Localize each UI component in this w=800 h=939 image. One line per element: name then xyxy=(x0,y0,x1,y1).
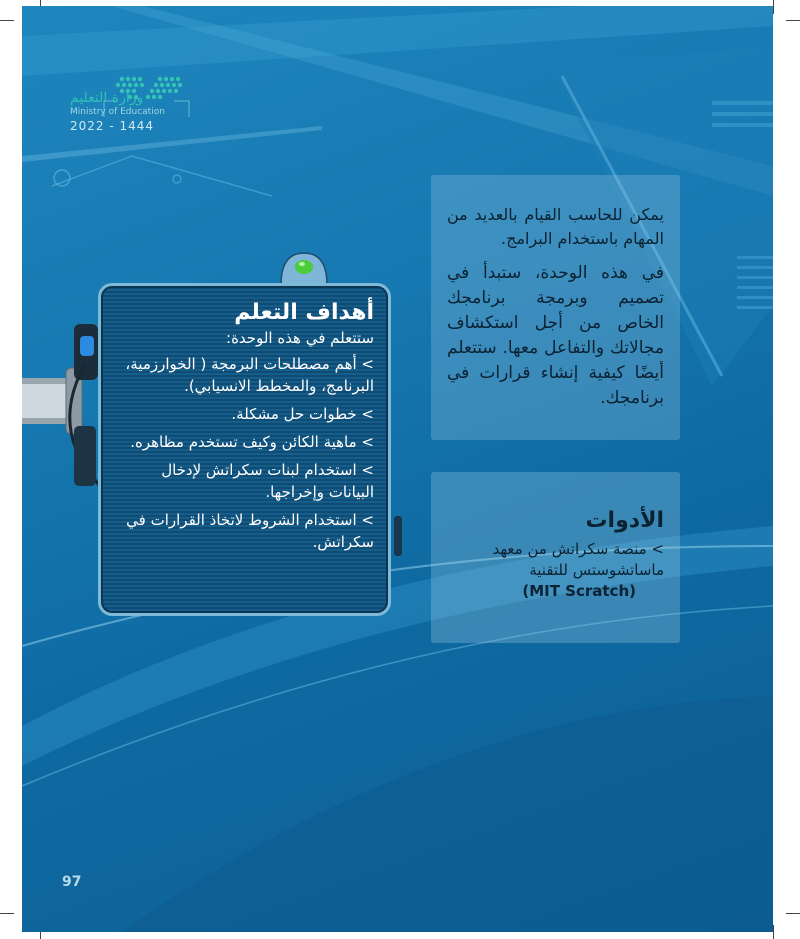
monitor-lamp-icon xyxy=(277,249,331,285)
crop-mark xyxy=(0,913,14,914)
intro-panel xyxy=(431,175,680,440)
objective-item: > استخدام لبنات سكراتش لإدخال البيانات وإخراجها. xyxy=(161,461,374,501)
ministry-name-english: Ministry of Education xyxy=(70,107,165,117)
ministry-name-arabic: وزارة التعليم xyxy=(70,90,144,106)
academic-year: 2022 - 1444 xyxy=(70,119,155,133)
tools-title: الأدوات xyxy=(585,508,664,533)
objective-item: > خطوات حل مشكلة. xyxy=(231,405,374,423)
objective-item: > أهم مصطلحات البرمجة ( الخوارزمية، البرنامج، والمخطط الانسيابي). xyxy=(125,355,374,395)
intro-paragraph-2: في هذه الوحدة، ستبدأ في تصميم وبرمجة برنامجك الخاص من أجل استكشاف مجالاتك والتفاعل معها. ستتعلم أيضًا كيفية إنشاء قرارات في برنامجك. xyxy=(447,263,664,408)
objectives-title: أهداف التعلم xyxy=(234,300,374,325)
textbook-page xyxy=(22,6,773,932)
intro-paragraph-1: يمكن للحاسب القيام بالعديد من المهام باستخدام البرامج. xyxy=(447,205,664,248)
crop-mark xyxy=(786,20,800,21)
objectives-lead: ستتعلم في هذه الوحدة: xyxy=(226,329,374,347)
tools-item-sub: (MIT Scratch) xyxy=(522,582,636,600)
tools-panel xyxy=(431,472,680,643)
crop-mark xyxy=(0,20,14,21)
crop-mark xyxy=(786,913,800,914)
tools-item: > منصة سكراتش من معهد ماساتشوستس للتقنية xyxy=(492,540,664,579)
crop-mark xyxy=(773,925,774,939)
page-number: 97 xyxy=(62,874,82,890)
learning-objectives-panel xyxy=(98,283,391,616)
crop-mark xyxy=(773,0,774,14)
objective-item: > استخدام الشروط لاتخاذ القرارات في سكراتش. xyxy=(126,511,374,551)
objective-item: > ماهية الكائن وكيف تستخدم مظاهره. xyxy=(130,433,374,451)
